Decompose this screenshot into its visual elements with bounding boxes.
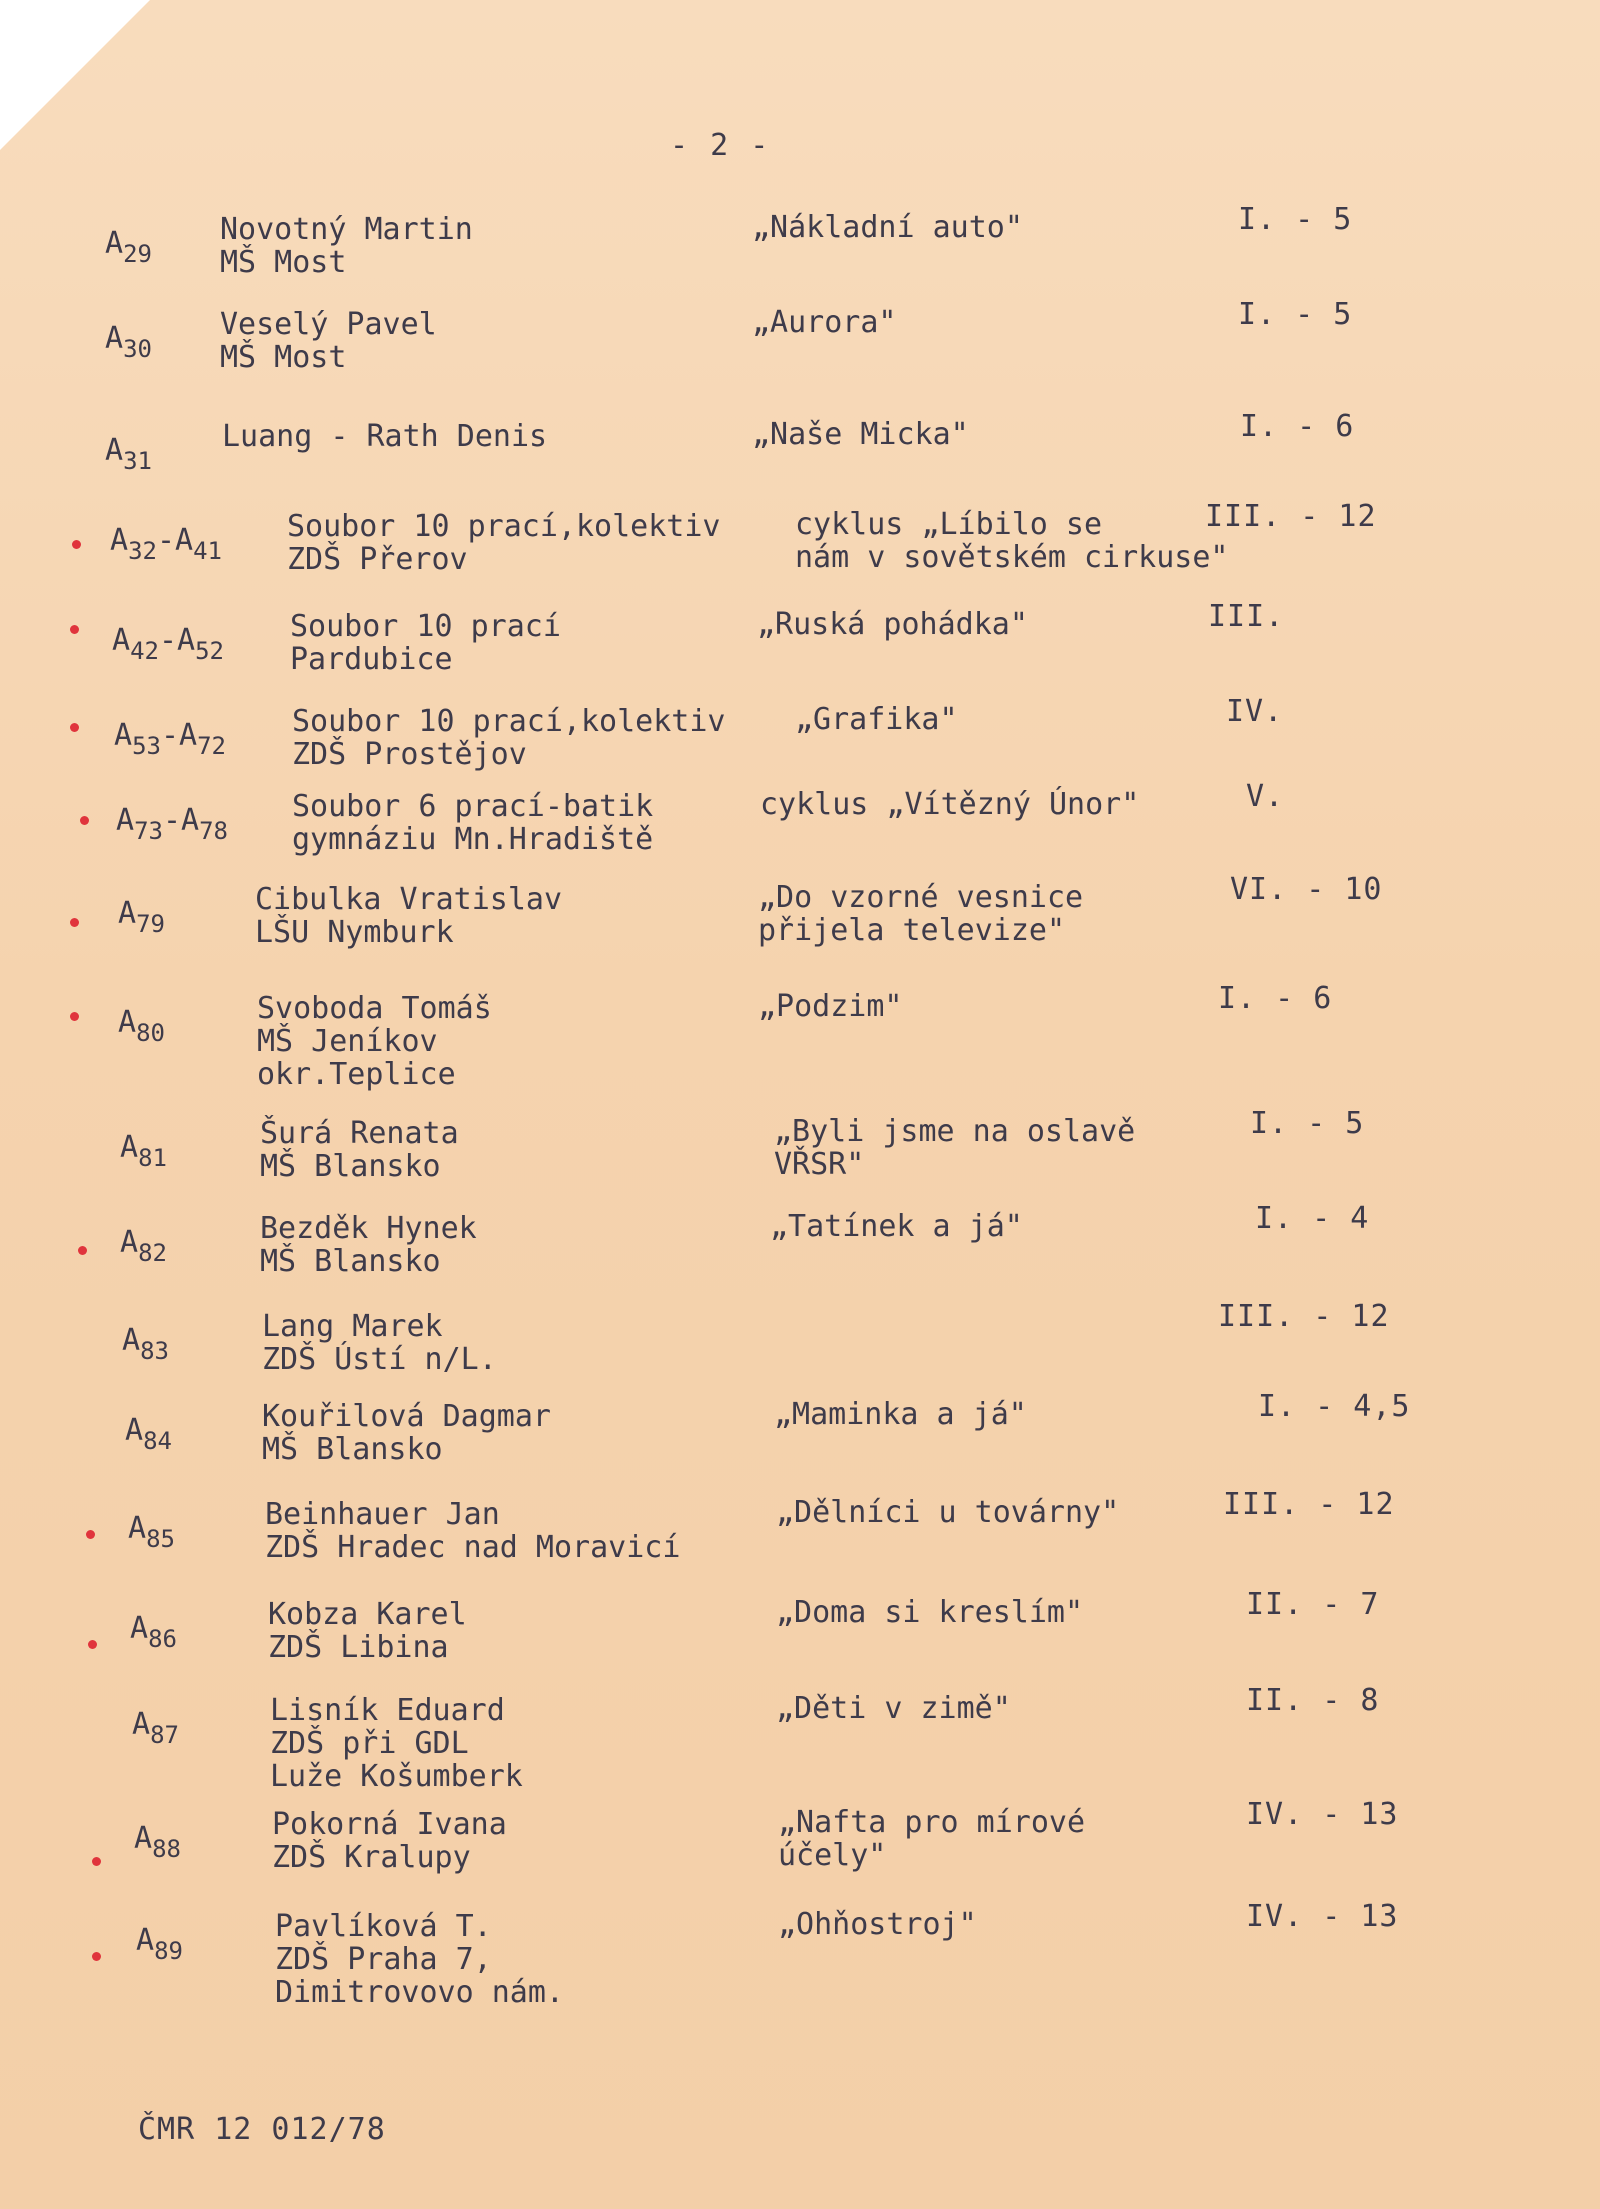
entry-author	[272, 1808, 507, 1874]
red-mark-dot	[88, 1640, 97, 1649]
title-line: „Dělníci u továrny"	[776, 1495, 1120, 1530]
entry-code-number: 30	[123, 335, 152, 363]
entry-code-prefix: A	[116, 803, 135, 838]
entry-code-prefix: A	[128, 1511, 147, 1546]
entry-grade: VI. - 10	[1230, 872, 1383, 907]
entry-grade: I. - 6	[1218, 981, 1333, 1016]
entry-author	[262, 1400, 551, 1466]
title-line: „Podzim"	[758, 989, 903, 1024]
author-line: MŠ Jeníkov	[257, 1024, 438, 1059]
entry-author	[260, 1212, 477, 1278]
entry-author	[275, 1910, 564, 2009]
author-line: gymnáziu Mn.Hradiště	[292, 822, 654, 857]
red-mark-dot	[70, 1012, 79, 1021]
entry-author	[292, 705, 725, 771]
author-line: Pokorná Ivana	[272, 1807, 507, 1842]
title-line: „Děti v zimě"	[776, 1691, 1011, 1726]
red-mark-dot	[78, 1246, 87, 1255]
entry-title	[752, 211, 1023, 244]
entry-code	[120, 1226, 167, 1270]
red-mark-dot	[70, 918, 79, 927]
entry-title	[778, 1806, 1085, 1872]
entry-author	[255, 883, 562, 949]
author-line: Luang - Rath Denis	[222, 419, 548, 454]
entry-code-range-prefix: -A	[156, 523, 194, 558]
entry-title	[774, 1115, 1135, 1181]
author-line: Kouřilová Dagmar	[262, 1399, 551, 1434]
entry-code	[114, 719, 226, 763]
entry-code-range-number: 78	[199, 817, 228, 845]
author-line: ZDŠ při GDL	[270, 1726, 469, 1761]
entry-code-prefix: A	[134, 1821, 153, 1856]
entry-code	[110, 524, 222, 568]
author-line: okr.Teplice	[257, 1057, 456, 1092]
author-line: MŠ Most	[220, 245, 347, 280]
document-footer: ČMR 12 012/78	[138, 2112, 386, 2147]
author-line: MŠ Most	[220, 340, 347, 375]
entry-grade: III. - 12	[1205, 499, 1377, 534]
entry-title	[752, 418, 969, 451]
entry-grade: I. - 4	[1255, 1201, 1370, 1236]
entry-code-number: 79	[136, 910, 165, 938]
red-mark-dot	[70, 625, 79, 634]
folded-corner	[0, 0, 150, 150]
author-line: ZDŠ Kralupy	[272, 1840, 471, 1875]
entry-grade: IV. - 13	[1246, 1899, 1399, 1934]
entry-grade: I. - 5	[1250, 1106, 1365, 1141]
entry-author	[290, 610, 561, 676]
title-line: „Do vzorné vesnice	[758, 880, 1084, 915]
entry-author	[220, 213, 473, 279]
entry-code	[118, 1006, 165, 1050]
red-mark-dot	[70, 723, 79, 732]
entry-grade: II. - 7	[1246, 1587, 1380, 1622]
author-line: LŠU Nymburk	[255, 915, 454, 950]
entry-code-number: 80	[136, 1019, 165, 1047]
author-line: Soubor 6 prací-batik	[292, 789, 654, 824]
entry-code-number: 88	[152, 1835, 181, 1863]
entry-code-prefix: A	[120, 1130, 139, 1165]
entry-title	[795, 508, 1228, 574]
entry-code	[112, 624, 224, 668]
entry-title	[760, 788, 1139, 821]
entry-code-range-number: 72	[197, 732, 226, 760]
entry-code	[132, 1708, 179, 1752]
author-line: Bezděk Hynek	[260, 1211, 477, 1246]
author-line: Soubor 10 prací,kolektiv	[292, 704, 726, 739]
author-line: Svoboda Tomáš	[257, 991, 492, 1026]
red-mark-dot	[86, 1530, 95, 1539]
entry-code	[125, 1414, 172, 1458]
author-line: ZDŠ Ústí n/L.	[262, 1342, 497, 1377]
title-line: nám v sovětském cirkuse"	[795, 540, 1229, 575]
red-mark-dot	[80, 816, 89, 825]
entry-author	[292, 790, 653, 856]
entry-code-prefix: A	[130, 1611, 149, 1646]
entry-title	[758, 990, 903, 1023]
entry-code-number: 83	[140, 1337, 169, 1365]
entry-code-range-prefix: -A	[162, 803, 200, 838]
red-mark-dot	[92, 1952, 101, 1961]
entry-grade: IV. - 13	[1246, 1797, 1399, 1832]
author-line: Cibulka Vratislav	[255, 882, 563, 917]
entry-title	[770, 1210, 1023, 1243]
red-mark-dot	[72, 540, 81, 549]
entry-code-prefix: A	[105, 321, 124, 356]
entry-title	[795, 703, 958, 736]
entry-grade: II. - 8	[1246, 1683, 1380, 1718]
entry-code	[134, 1822, 181, 1866]
author-line: Soubor 10 prací	[290, 609, 561, 644]
entry-author	[260, 1117, 459, 1183]
title-line: „Nákladní auto"	[752, 210, 1023, 245]
author-line: Soubor 10 prací,kolektiv	[287, 509, 721, 544]
entry-author	[287, 510, 720, 576]
entry-code-number: 53	[132, 732, 161, 760]
author-line: ZDŠ Praha 7,	[275, 1942, 492, 1977]
entry-title	[757, 608, 1028, 641]
title-line: „Ohňostroj"	[778, 1907, 977, 1942]
author-line: Luže Košumberk	[270, 1759, 523, 1794]
entry-code	[105, 322, 152, 366]
title-line: „Ruská pohádka"	[757, 607, 1028, 642]
author-line: Lang Marek	[262, 1309, 443, 1344]
entry-code-prefix: A	[105, 433, 124, 468]
entry-code-number: 82	[138, 1239, 167, 1267]
entry-code	[120, 1131, 167, 1175]
page-number: - 2 -	[670, 128, 771, 163]
entry-code-prefix: A	[125, 1413, 144, 1448]
entry-code-prefix: A	[132, 1707, 151, 1742]
author-line: Novotný Martin	[220, 212, 473, 247]
author-line: Veselý Pavel	[220, 307, 437, 342]
title-line: „Nafta pro mírové	[778, 1805, 1086, 1840]
title-line: VŘSR"	[774, 1147, 865, 1182]
entry-author	[265, 1498, 680, 1564]
author-line: Kobza Karel	[268, 1597, 467, 1632]
entry-code-number: 29	[123, 240, 152, 268]
title-line: „Tatínek a já"	[770, 1209, 1023, 1244]
entry-grade: I. - 4,5	[1258, 1389, 1411, 1424]
title-line: cyklus „Líbilo se	[795, 507, 1103, 542]
entry-title	[776, 1596, 1083, 1629]
entry-code-number: 31	[123, 447, 152, 475]
title-line: „Maminka a já"	[774, 1397, 1027, 1432]
entry-code-prefix: A	[105, 226, 124, 261]
entry-code-prefix: A	[122, 1323, 141, 1358]
author-line: ZDŠ Přerov	[287, 542, 468, 577]
entry-grade: III. - 12	[1223, 1487, 1395, 1522]
entry-grade: III.	[1208, 599, 1285, 634]
red-mark-dot	[92, 1857, 101, 1866]
entry-code-prefix: A	[112, 623, 131, 658]
author-line: Beinhauer Jan	[265, 1497, 500, 1532]
entry-grade: IV.	[1226, 694, 1284, 729]
entry-author	[262, 1310, 497, 1376]
author-line: MŠ Blansko	[260, 1149, 441, 1184]
author-line: Šurá Renata	[260, 1116, 459, 1151]
entry-code-number: 84	[143, 1427, 172, 1455]
entry-code-number: 87	[150, 1721, 179, 1749]
author-line: ZDŠ Libina	[268, 1630, 449, 1665]
entry-code-prefix: A	[118, 1005, 137, 1040]
entry-code-number: 89	[154, 1937, 183, 1965]
entry-code	[136, 1924, 183, 1968]
entry-code-prefix: A	[120, 1225, 139, 1260]
entry-grade: V.	[1246, 779, 1285, 814]
entry-code-number: 85	[146, 1525, 175, 1553]
entry-title	[776, 1692, 1011, 1725]
entry-code	[105, 227, 152, 271]
author-line: Pavlíková T.	[275, 1909, 492, 1944]
entry-title	[778, 1908, 977, 1941]
entry-code-range-prefix: -A	[160, 718, 198, 753]
entry-title	[774, 1398, 1027, 1431]
entry-grade: I. - 5	[1238, 297, 1353, 332]
author-line: Lisník Eduard	[270, 1693, 505, 1728]
entry-code	[116, 804, 228, 848]
title-line: cyklus „Vítězný Únor"	[760, 787, 1140, 822]
entry-code-number: 42	[130, 637, 159, 665]
entry-author	[220, 308, 437, 374]
entry-code-number: 32	[128, 537, 157, 565]
entry-author	[222, 420, 547, 453]
entry-code-number: 86	[148, 1625, 177, 1653]
entry-grade: I. - 5	[1238, 202, 1353, 237]
entry-code-prefix: A	[118, 896, 137, 931]
entry-code	[105, 434, 152, 478]
entry-code-range-number: 52	[195, 637, 224, 665]
entry-code-range-prefix: -A	[158, 623, 196, 658]
entry-title	[758, 881, 1083, 947]
title-line: účely"	[778, 1838, 887, 1873]
entry-code	[130, 1612, 177, 1656]
author-line: Dimitrovovo nám.	[275, 1975, 564, 2010]
title-line: přijela televize"	[758, 913, 1066, 948]
author-line: Pardubice	[290, 642, 453, 677]
author-line: MŠ Blansko	[260, 1244, 441, 1279]
author-line: MŠ Blansko	[262, 1432, 443, 1467]
entry-author	[257, 992, 492, 1091]
entry-code	[118, 897, 165, 941]
entry-code-number: 73	[134, 817, 163, 845]
title-line: „Byli jsme na oslavě	[774, 1114, 1136, 1149]
entry-title	[776, 1496, 1119, 1529]
entry-code-range-number: 41	[193, 537, 222, 565]
title-line: „Naše Micka"	[752, 417, 969, 452]
entry-code-prefix: A	[114, 718, 133, 753]
entry-author	[270, 1694, 523, 1793]
author-line: ZDŠ Prostějov	[292, 737, 527, 772]
entry-code-prefix: A	[110, 523, 129, 558]
entry-grade: III. - 12	[1218, 1299, 1390, 1334]
entry-title	[752, 306, 897, 339]
author-line: ZDŠ Hradec nad Moravicí	[265, 1530, 681, 1565]
entry-code-prefix: A	[136, 1923, 155, 1958]
entry-grade: I. - 6	[1240, 409, 1355, 444]
entry-code-number: 81	[138, 1144, 167, 1172]
title-line: „Grafika"	[795, 702, 958, 737]
title-line: „Aurora"	[752, 305, 897, 340]
entry-code	[128, 1512, 175, 1556]
entry-code	[122, 1324, 169, 1368]
entry-author	[268, 1598, 467, 1664]
title-line: „Doma si kreslím"	[776, 1595, 1084, 1630]
